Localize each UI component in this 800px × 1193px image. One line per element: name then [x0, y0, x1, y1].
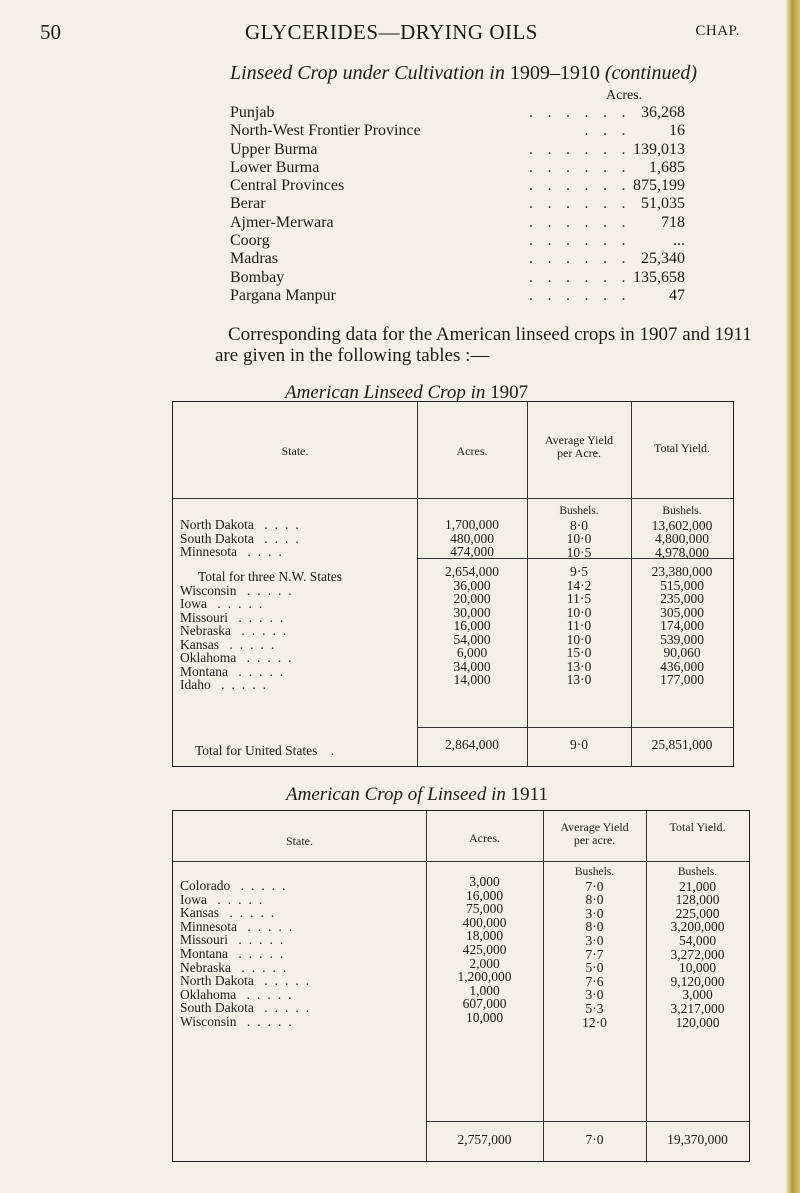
state-cell: Missouri .....	[180, 932, 291, 948]
state-cell: Missouri .....	[180, 609, 291, 625]
total-cell: 436,000	[660, 658, 704, 674]
acres-cell: 16,000	[453, 618, 491, 633]
state-cell: Kansas .....	[180, 636, 282, 652]
yield-cell: 13·0	[566, 672, 592, 687]
crop-row-value: 36,268	[641, 104, 685, 121]
total-cell: 3,000	[682, 987, 713, 1003]
acres-cell: 607,000	[462, 996, 507, 1012]
state-cell: Minnesota ....	[180, 544, 289, 559]
acres-cell: 16,000	[465, 887, 504, 903]
crop-row	[230, 159, 685, 177]
yield-cell: 10·5	[566, 544, 592, 560]
state-cell: Minnesota .....	[180, 918, 300, 934]
leader-dots: ......	[529, 250, 640, 268]
header-acres: Acres.	[456, 444, 488, 458]
acres-unit-label: Acres.	[606, 88, 643, 103]
crop-row-value: 25,340	[641, 250, 685, 268]
grand-total-yield: 9·0	[570, 737, 588, 752]
crop-row-name: North-West Frontier Province	[230, 122, 421, 140]
grand-total-acres: 2,864,000	[445, 737, 499, 752]
state-cell: Wisconsin .....	[180, 582, 299, 598]
crop-row	[230, 122, 685, 140]
acres-cell: 20,000	[453, 591, 491, 606]
yield-cell: 8·0	[570, 517, 588, 533]
acres-cell: 30,000	[453, 604, 491, 620]
leader-dots: ...	[584, 122, 640, 140]
yield-cell: 12·0	[582, 1014, 607, 1030]
yield-cell: 7·7	[585, 946, 604, 962]
crop-row-name: Ajmer-Merwara	[230, 213, 334, 231]
state-cell: Idaho .....	[180, 677, 273, 692]
table-1911-title: American Crop of Linseed in 1911	[286, 784, 548, 805]
crop-row-name: Punjab	[230, 104, 275, 121]
yield-cell: 8·0	[585, 919, 604, 935]
yield-cell: 14·2	[566, 577, 592, 593]
yield-cell: 3·0	[585, 905, 604, 921]
crop-row-value: 51,035	[641, 195, 685, 213]
crop-row-value: 875,199	[633, 177, 685, 195]
total-cell: 4,978,000	[655, 544, 709, 560]
total-cell: 4,800,000	[655, 531, 709, 546]
header-state: State.	[286, 834, 313, 848]
yield-cell: 10·0	[566, 631, 592, 647]
header-yield: Average Yield per acre.	[560, 820, 629, 847]
total-cell: 9,120,000	[670, 973, 725, 989]
state-cell: Nebraska .....	[180, 959, 294, 975]
total-cell: 23,380,000	[651, 564, 713, 579]
grand-total-total: 25,851,000	[651, 737, 713, 752]
leader-dots: ......	[529, 140, 640, 158]
state-cell: South Dakota ....	[180, 530, 306, 546]
chapter-label: CHAP.	[695, 23, 740, 39]
totals-acres-1911: 2,757,000	[457, 1132, 512, 1147]
acres-cell: 18,000	[465, 928, 504, 944]
header-acres: Acres.	[469, 831, 500, 845]
acres-cell: 14,000	[453, 672, 491, 687]
leader-dots: ......	[529, 213, 640, 231]
acres-cell: 400,000	[462, 914, 507, 930]
total-cell: 235,000	[660, 591, 704, 606]
crop-row	[230, 232, 685, 250]
group1-total: Bushels. 13,602,000 4,800,000 4,978,000	[631, 505, 733, 559]
crop-row-name: Coorg	[230, 232, 270, 250]
state-cell: South Dakota .....	[180, 1000, 317, 1016]
group2-acres	[417, 565, 527, 687]
yield-cell: 7·6	[585, 973, 604, 989]
yield-cell: 9·5	[570, 564, 588, 579]
crop-row-name: Central Provinces	[230, 177, 345, 195]
group1-states	[180, 518, 410, 559]
table-1907	[172, 401, 734, 767]
state-cell: Kansas .....	[180, 905, 282, 921]
header-yield: Average Yield per Acre.	[544, 433, 614, 460]
yield-cell: 3·0	[585, 987, 604, 1003]
acres-cell: 480,000	[450, 530, 494, 546]
crop-row-value: 718	[661, 213, 685, 231]
crop-row-name: Madras	[230, 250, 278, 268]
total-cell: 177,000	[660, 672, 704, 687]
crop-row	[230, 195, 685, 213]
yield-cell: 10·0	[566, 531, 592, 546]
yield-cell: 3·0	[585, 932, 604, 948]
acres-cell: 75,000	[465, 901, 504, 917]
crop-row-name: Lower Burma	[230, 158, 320, 176]
crop-row-name: Upper Burma	[230, 140, 318, 158]
total-cell: 305,000	[660, 604, 704, 620]
crop-row-value: 1,685	[649, 158, 685, 176]
group2-total	[631, 565, 733, 687]
group1-acres	[417, 518, 527, 559]
state-cell: Colorado .....	[180, 878, 293, 893]
acres-cell: 2,654,000	[445, 564, 499, 579]
acres-cell: 2,000	[469, 955, 500, 971]
total-cell: 54,000	[678, 932, 717, 948]
total-cell: 10,000	[678, 960, 717, 976]
india-crop-list	[230, 104, 685, 305]
grand-total-label: Total for United States .	[195, 743, 335, 758]
total-cell: 539,000	[660, 631, 704, 647]
group2-states	[180, 570, 420, 692]
total-cell: 3,217,000	[670, 1000, 725, 1016]
table-1911	[172, 810, 750, 1162]
totals-yield-1911: 7·0	[585, 1132, 604, 1147]
state-cell: Montana .....	[180, 663, 291, 679]
state-cell: Oklahoma .....	[180, 986, 299, 1002]
state-cell: Iowa .....	[180, 596, 270, 611]
acres-1911	[426, 875, 543, 1025]
total-cell: 3,272,000	[670, 946, 725, 962]
acres-cell: 6,000	[456, 645, 488, 660]
total-cell: 90,060	[663, 645, 701, 660]
india-crop-title: Linseed Crop under Cultivation in 1909–1910 (continued)	[230, 62, 698, 84]
yield-cell: 11·0	[566, 618, 592, 633]
yield-cell: 8·0	[585, 892, 604, 908]
yield-cell: 5·3	[585, 1000, 604, 1016]
yield-cell: 11·5	[566, 591, 592, 606]
page-number: 50	[40, 20, 61, 44]
crop-row-name: Pargana Manpur	[230, 286, 336, 304]
yield-cell: 5·0	[585, 960, 604, 976]
header-total-yield: Total Yield.	[669, 820, 726, 834]
acres-cell: 1,000	[469, 982, 500, 998]
crop-row	[230, 104, 685, 122]
state-cell: Montana .....	[180, 945, 291, 961]
body-paragraph: Corresponding data for the American linseed crops in 1907 and 1911 are given in the following tables :—	[215, 324, 752, 366]
yield-cell: 13·0	[566, 658, 592, 674]
page-edge	[786, 0, 800, 1193]
leader-dots: ......	[529, 286, 640, 304]
state-cell: Iowa .....	[180, 891, 270, 907]
state-cell: Wisconsin .....	[180, 1013, 299, 1029]
crop-row-name: Berar	[230, 195, 266, 213]
acres-cell: 10,000	[465, 1009, 504, 1025]
yield-cell: 7·0	[585, 878, 604, 894]
acres-cell: 36,000	[453, 577, 491, 593]
crop-row	[230, 214, 685, 232]
group1-yield: Bushels. 8·0 10·0 10·5	[527, 505, 631, 559]
header-total-yield: Total Yield.	[653, 441, 711, 455]
acres-cell: 474,000	[450, 544, 494, 559]
header-state: State.	[281, 444, 309, 458]
crop-row	[230, 250, 685, 268]
leader-dots: ......	[529, 104, 640, 121]
crop-row	[230, 287, 685, 305]
crop-row-value: ...	[673, 232, 685, 250]
total-cell: 21,000	[678, 878, 717, 894]
acres-cell: 1,700,000	[445, 517, 499, 532]
total-cell: 225,000	[675, 905, 720, 921]
total-1911: Bushels. 21,000 128,000 225,000 3,200,000 54,000 3,272,000 10,000 9,120,000 3,000 3,217,000 120,000	[646, 866, 749, 1029]
crop-row-value: 47	[669, 286, 685, 304]
leader-dots: ......	[529, 158, 640, 176]
acres-cell: 425,000	[462, 941, 507, 957]
total-cell: 3,200,000	[670, 919, 725, 935]
crop-row-name: Bombay	[230, 268, 285, 286]
states-1911	[180, 879, 420, 1029]
yield-cell: 15·0	[566, 645, 592, 660]
totals-total-1911: 19,370,000	[667, 1132, 728, 1147]
leader-dots: ......	[529, 232, 640, 250]
table-1907-title: American Linseed Crop in 1907	[285, 382, 529, 403]
leader-dots: ......	[529, 268, 640, 286]
state-cell: North Dakota ....	[180, 517, 306, 532]
crop-row-value: 135,658	[633, 268, 685, 286]
total-cell: 120,000	[675, 1014, 720, 1030]
state-cell: Oklahoma .....	[180, 650, 299, 665]
subtotal-label: Total for three N.W. States	[198, 569, 343, 584]
crop-row-value: 139,013	[633, 140, 685, 158]
total-cell: 174,000	[660, 618, 704, 633]
state-cell: North Dakota .....	[180, 973, 317, 989]
running-header	[40, 20, 740, 46]
crop-row-value: 16	[669, 122, 685, 140]
acres-cell: 54,000	[453, 631, 491, 647]
crop-row	[230, 269, 685, 287]
acres-cell: 3,000	[469, 874, 500, 889]
total-cell: 128,000	[675, 892, 720, 908]
acres-cell: 1,200,000	[457, 969, 512, 985]
acres-cell: 34,000	[453, 658, 491, 674]
crop-row	[230, 177, 685, 195]
leader-dots: ......	[529, 177, 640, 195]
yield-cell: 10·0	[566, 604, 592, 620]
leader-dots: ......	[529, 195, 640, 213]
total-cell: 13,602,000	[651, 517, 713, 533]
state-cell: Nebraska .....	[180, 623, 294, 638]
crop-row	[230, 141, 685, 159]
total-cell: 515,000	[660, 577, 704, 593]
yield-1911: Bushels. 7·0 8·0 3·0 8·0 3·0 7·7 5·0 7·6 3·0 5·3 12·0	[543, 866, 646, 1029]
group2-yield	[527, 565, 631, 687]
running-title: GLYCERIDES—DRYING OILS	[245, 20, 538, 44]
